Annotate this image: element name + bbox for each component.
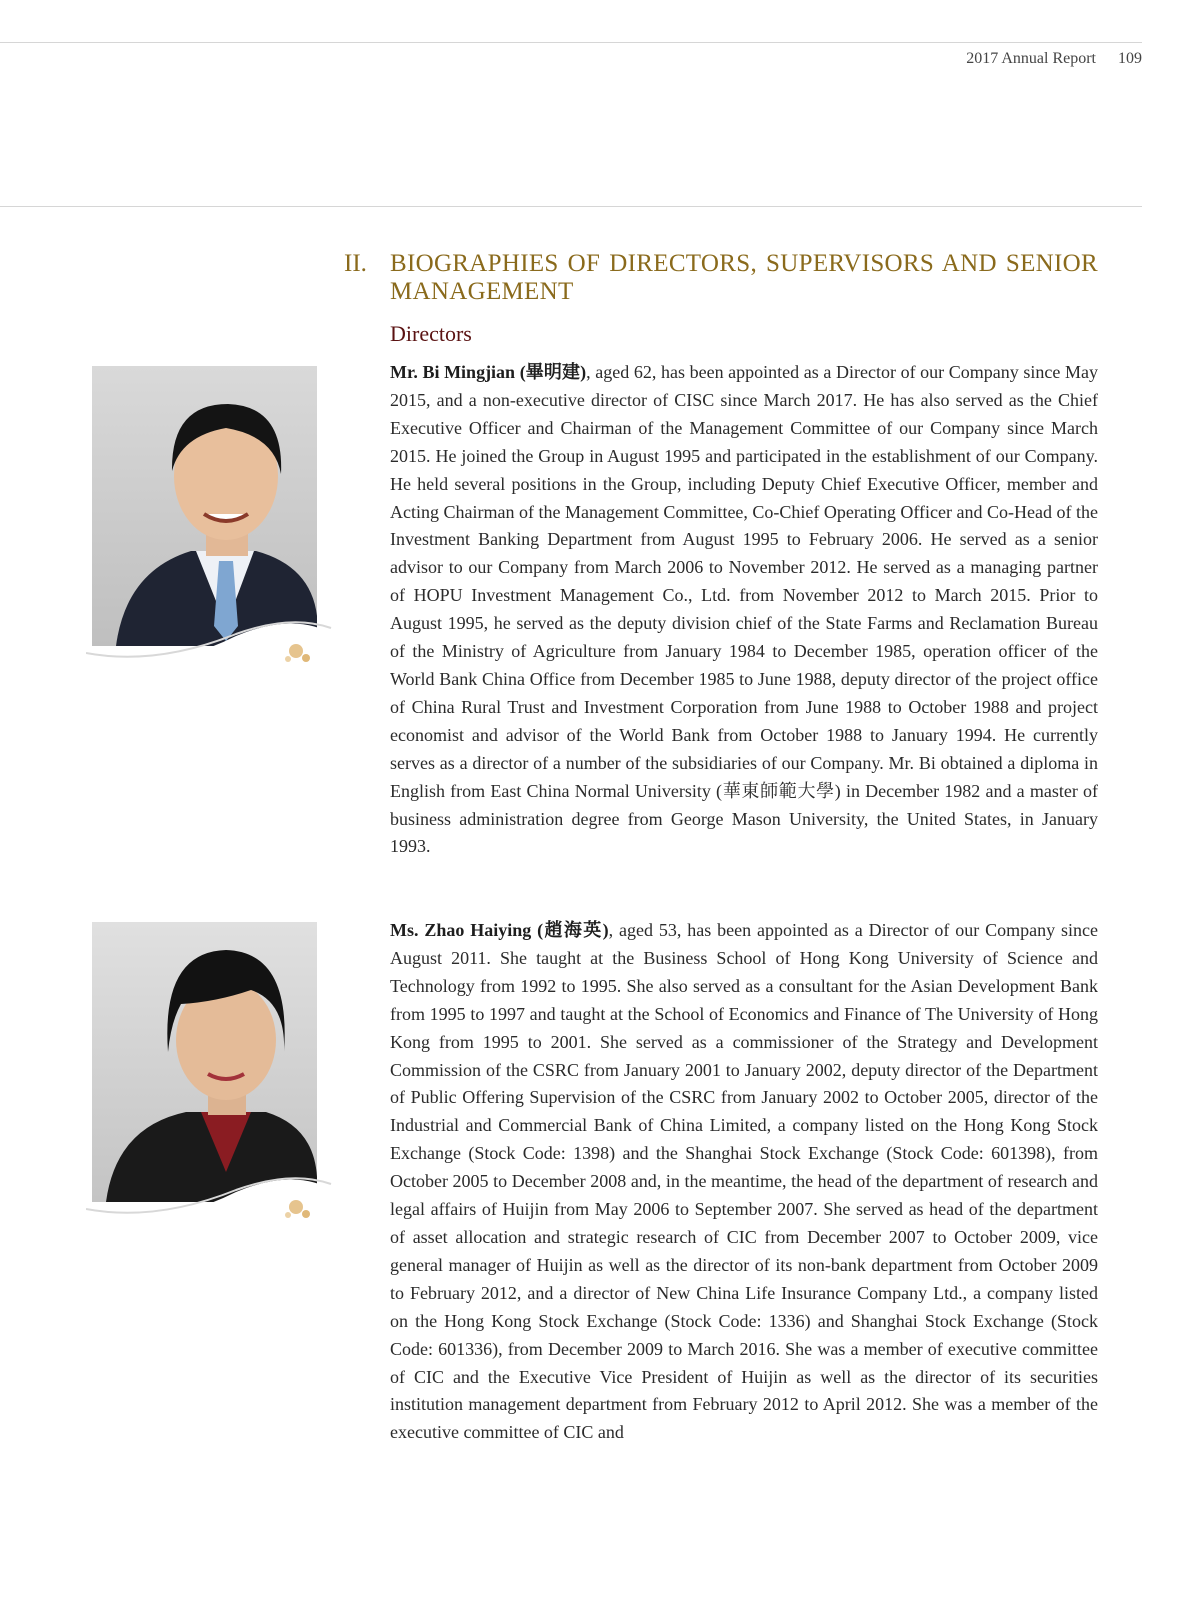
portrait-photo-icon bbox=[86, 366, 336, 676]
director-biography: , aged 62, has been appointed as a Director of our Company since May 2015, and a non-executive director of CISC since March 2017. He has also served as the Chief Executive Officer and Chairman of the Management Committee of our Company since March 2015. He joined the Group in August 1995 and participated in the establishment of our Company. He held several positions in the Group, including Deputy Chief Executive Officer, member and Acting Chairman of the Management Committee, Co-Chief Operating Officer and Co-Head of the Investment Banking Department from August 1995 to February 2006. He served as a senior advisor to our Company from March 2006 to November 2012. He served as a managing partner of HOPU Investment Management Co., Ltd. from November 2012 to March 2015. Prior to August 1995, he served as the deputy division chief of the State Farms and Reclamation Bureau of the Ministry of Agriculture from January 1984 to December 1985, operation officer of the World Bank China Office from December 1985 to June 1988, deputy director of the project office of China Rural Trust and Investment Corporation from June 1988 to October 1988 and project economist and advisor of the World Bank from October 1988 to January 1994. He currently serves as a director of a number of the subsidiaries of our Company. Mr. Bi obtained a diploma in English from East China Normal University (華東師範大學) in December 1982 and a master of business administration degree from George Mason University, the United States, in January 1993. bbox=[390, 362, 1098, 857]
section-title: BIOGRAPHIES OF DIRECTORS, SUPERVISORS AND SENIOR MANAGEMENT bbox=[390, 250, 1098, 305]
director-chinese-name: (畢明建) bbox=[519, 362, 587, 382]
portrait-photo-icon bbox=[86, 922, 336, 1232]
subsection-heading: Directors bbox=[390, 321, 472, 346]
header-rule bbox=[0, 42, 1142, 43]
director-name: Mr. Bi Mingjian bbox=[390, 362, 516, 382]
running-header bbox=[966, 50, 1142, 68]
page-number: 109 bbox=[1118, 50, 1142, 67]
director-bio-zhao-haiying bbox=[390, 917, 1098, 1447]
section-number: II. bbox=[344, 250, 367, 277]
director-name: Ms. Zhao Haiying bbox=[390, 920, 532, 940]
director-chinese-name: (趙海英) bbox=[537, 920, 609, 940]
section-divider bbox=[0, 206, 1142, 207]
director-biography: , aged 53, has been appointed as a Director of our Company since August 2011. She taught at the Business School of Hong Kong University of Science and Technology from 1992 to 1995. She also served as a consultant for the Asian Development Bank from 1995 to 1997 and taught at the School of Economics and Finance of The University of Hong Kong from 1995 to 2001. She served as a commissioner of the Strategy and Development Commission of the CSRC from January 2001 to January 2002, deputy director of the Department of Public Offering Supervision of the CSRC from January 2002 to October 2005, director of the Industrial and Commercial Bank of China Limited, a company listed on the Hong Kong Stock Exchange (Stock Code: 1398) and the Shanghai Stock Exchange (Stock Code: 601398), from October 2005 to December 2008 and, in the meantime, the head of the department of research and legal affairs of Huijin from May 2006 to September 2007. She served as head of the department of asset allocation and strategic research of CIC from December 2007 to October 2009, vice general manager of Huijin as well as the director of its non-bank department from October 2009 to February 2012, and a director of New China Life Insurance Company Ltd., a company listed on the Hong Kong Stock Exchange (Stock Code: 1336) and Shanghai Stock Exchange (Stock Code: 601336), from December 2009 to March 2016. She was a member of executive committee of CIC and the Executive Vice President of Huijin as well as the director of its securities institution management department from February 2012 to April 2012. She was a member of the executive committee of CIC and bbox=[390, 920, 1098, 1443]
director-bio-bi-mingjian bbox=[390, 359, 1098, 861]
report-title: 2017 Annual Report bbox=[966, 50, 1096, 67]
